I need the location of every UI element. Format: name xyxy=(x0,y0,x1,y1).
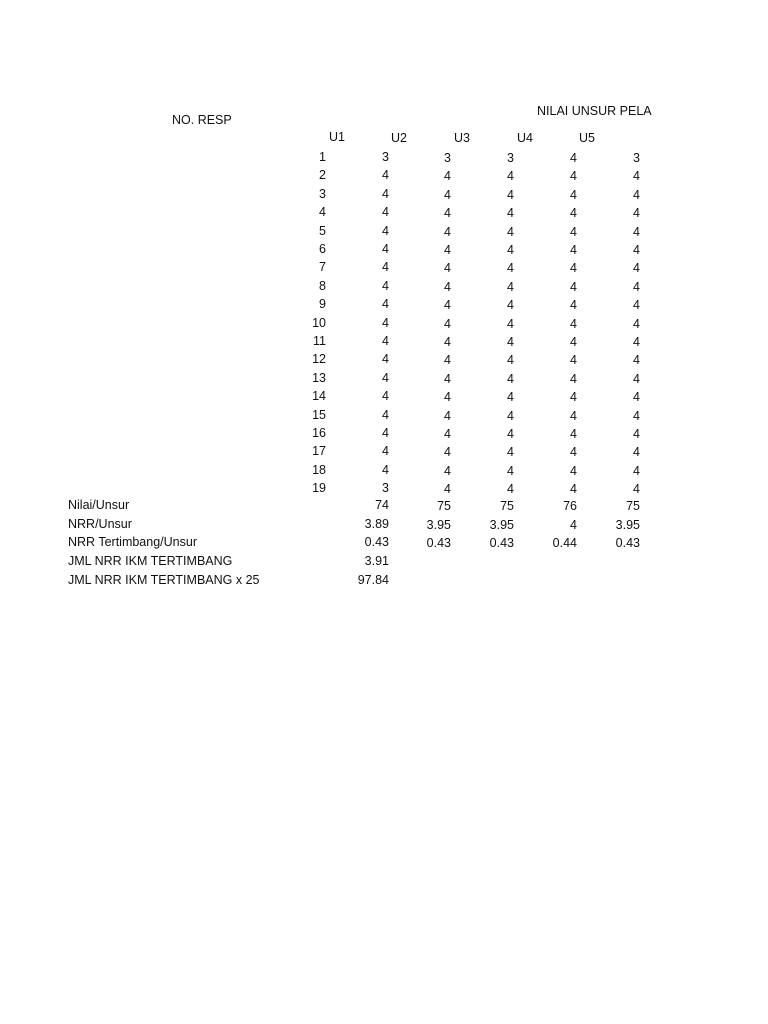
cell-u5: 4 xyxy=(633,225,640,239)
cell-u1: 4 xyxy=(382,187,389,201)
cell-u4: 4 xyxy=(570,409,577,423)
summary-nrr-tertimbang-u4: 0.44 xyxy=(552,536,577,550)
cell-u4: 4 xyxy=(570,445,577,459)
resp-number: 18 xyxy=(312,463,326,477)
cell-u4: 4 xyxy=(570,317,577,331)
cell-u1: 4 xyxy=(382,297,389,311)
cell-u2: 4 xyxy=(444,206,451,220)
summary-nrr-tertimbang-u1: 0.43 xyxy=(364,535,389,549)
cell-u2: 4 xyxy=(444,225,451,239)
summary-nrr-u1: 3.89 xyxy=(364,517,389,531)
table-row xyxy=(0,260,768,278)
resp-number: 4 xyxy=(319,205,326,219)
table-row xyxy=(0,371,768,389)
cell-u5: 4 xyxy=(633,169,640,183)
cell-u3: 4 xyxy=(507,372,514,386)
resp-number: 9 xyxy=(319,297,326,311)
cell-u1: 4 xyxy=(382,279,389,293)
cell-u4: 4 xyxy=(570,353,577,367)
cell-u5: 4 xyxy=(633,372,640,386)
cell-u2: 4 xyxy=(444,390,451,404)
cell-u5: 4 xyxy=(633,464,640,478)
table-row xyxy=(0,150,768,168)
cell-u2: 4 xyxy=(444,280,451,294)
cell-u5: 4 xyxy=(633,298,640,312)
table-row xyxy=(0,408,768,426)
cell-u1: 4 xyxy=(382,371,389,385)
cell-u1: 4 xyxy=(382,242,389,256)
table-row xyxy=(0,316,768,334)
cell-u4: 4 xyxy=(570,261,577,275)
resp-number: 19 xyxy=(312,481,326,495)
table-row xyxy=(0,352,768,370)
cell-u3: 4 xyxy=(507,169,514,183)
cell-u3: 4 xyxy=(507,188,514,202)
cell-u5: 4 xyxy=(633,353,640,367)
table-row xyxy=(0,224,768,242)
resp-number: 6 xyxy=(319,242,326,256)
summary-nrr-tertimbang-u3: 0.43 xyxy=(489,536,514,550)
cell-u5: 4 xyxy=(633,261,640,275)
column-header-u2: U2 xyxy=(391,131,407,145)
cell-u3: 4 xyxy=(507,482,514,496)
table-row xyxy=(0,481,768,499)
cell-u2: 4 xyxy=(444,372,451,386)
cell-u3: 4 xyxy=(507,335,514,349)
summary-label-jml-x25: JML NRR IKM TERTIMBANG x 25 xyxy=(68,573,260,587)
summary-nilai-u1: 74 xyxy=(375,498,389,512)
column-header-u5: U5 xyxy=(579,131,595,145)
cell-u1: 4 xyxy=(382,352,389,366)
summary-nrr-u4: 4 xyxy=(570,518,577,532)
summary-nilai-u4: 76 xyxy=(563,499,577,513)
cell-u2: 4 xyxy=(444,335,451,349)
cell-u4: 4 xyxy=(570,151,577,165)
cell-u5: 4 xyxy=(633,427,640,441)
cell-u1: 4 xyxy=(382,426,389,440)
cell-u3: 4 xyxy=(507,206,514,220)
cell-u3: 4 xyxy=(507,317,514,331)
cell-u5: 4 xyxy=(633,445,640,459)
resp-number: 5 xyxy=(319,224,326,238)
resp-number: 1 xyxy=(319,150,326,164)
table-row xyxy=(0,279,768,297)
cell-u3: 4 xyxy=(507,261,514,275)
cell-u1: 4 xyxy=(382,316,389,330)
table-row xyxy=(0,389,768,407)
resp-header: NO. RESP xyxy=(172,113,232,127)
cell-u2: 4 xyxy=(444,298,451,312)
resp-number: 3 xyxy=(319,187,326,201)
cell-u1: 4 xyxy=(382,463,389,477)
table-row xyxy=(0,297,768,315)
cell-u1: 4 xyxy=(382,389,389,403)
cell-u5: 4 xyxy=(633,280,640,294)
cell-u5: 4 xyxy=(633,206,640,220)
cell-u4: 4 xyxy=(570,390,577,404)
column-header-u3: U3 xyxy=(454,131,470,145)
summary-jml-x25-value: 97.84 xyxy=(357,573,389,587)
summary-nrr-tertimbang-u2: 0.43 xyxy=(426,536,451,550)
cell-u4: 4 xyxy=(570,225,577,239)
column-header-u4: U4 xyxy=(517,131,533,145)
cell-u2: 4 xyxy=(444,353,451,367)
cell-u1: 4 xyxy=(382,168,389,182)
cell-u4: 4 xyxy=(570,427,577,441)
cell-u3: 4 xyxy=(507,409,514,423)
cell-u3: 4 xyxy=(507,353,514,367)
cell-u3: 4 xyxy=(507,280,514,294)
cell-u4: 4 xyxy=(570,335,577,349)
cell-u2: 4 xyxy=(444,188,451,202)
cell-u3: 4 xyxy=(507,427,514,441)
cell-u3: 4 xyxy=(507,225,514,239)
resp-number: 11 xyxy=(313,334,326,348)
cell-u4: 4 xyxy=(570,298,577,312)
table-row xyxy=(0,168,768,186)
cell-u3: 4 xyxy=(507,298,514,312)
cell-u2: 4 xyxy=(444,261,451,275)
cell-u1: 4 xyxy=(382,224,389,238)
cell-u4: 4 xyxy=(570,243,577,257)
resp-number: 12 xyxy=(312,352,326,366)
cell-u5: 4 xyxy=(633,482,640,496)
cell-u5: 4 xyxy=(633,188,640,202)
summary-label-nrr: NRR/Unsur xyxy=(68,517,132,531)
resp-number: 17 xyxy=(312,444,326,458)
cell-u3: 4 xyxy=(507,243,514,257)
resp-number: 8 xyxy=(319,279,326,293)
resp-number: 7 xyxy=(319,260,326,274)
summary-label-nrr-tertimbang: NRR Tertimbang/Unsur xyxy=(68,535,197,549)
cell-u4: 4 xyxy=(570,169,577,183)
cell-u2: 3 xyxy=(444,151,451,165)
cell-u1: 3 xyxy=(382,481,389,495)
cell-u1: 3 xyxy=(382,150,389,164)
table-row xyxy=(0,187,768,205)
resp-number: 13 xyxy=(312,371,326,385)
cell-u4: 4 xyxy=(570,464,577,478)
cell-u1: 4 xyxy=(382,408,389,422)
cell-u2: 4 xyxy=(444,409,451,423)
cell-u1: 4 xyxy=(382,444,389,458)
table-row xyxy=(0,463,768,481)
cell-u4: 4 xyxy=(570,206,577,220)
cell-u5: 4 xyxy=(633,409,640,423)
cell-u5: 4 xyxy=(633,317,640,331)
table-row xyxy=(0,444,768,462)
cell-u2: 4 xyxy=(444,464,451,478)
cell-u1: 4 xyxy=(382,334,389,348)
cell-u3: 4 xyxy=(507,464,514,478)
cell-u2: 4 xyxy=(444,482,451,496)
column-header-u1: U1 xyxy=(329,130,345,144)
cell-u5: 4 xyxy=(633,335,640,349)
summary-nrr-u5: 3.95 xyxy=(615,518,640,532)
resp-number: 10 xyxy=(312,316,326,330)
summary-label-nilai: Nilai/Unsur xyxy=(68,498,130,512)
table-row xyxy=(0,426,768,444)
summary-label-jml: JML NRR IKM TERTIMBANG xyxy=(68,554,233,568)
summary-nrr-u3: 3.95 xyxy=(489,518,514,532)
summary-nilai-u5: 75 xyxy=(626,499,640,513)
cell-u2: 4 xyxy=(444,169,451,183)
summary-nrr-u2: 3.95 xyxy=(426,518,451,532)
cell-u3: 4 xyxy=(507,445,514,459)
cell-u5: 4 xyxy=(633,390,640,404)
summary-jml-value: 3.91 xyxy=(364,554,389,568)
cell-u1: 4 xyxy=(382,260,389,274)
cell-u5: 3 xyxy=(633,151,640,165)
cell-u2: 4 xyxy=(444,243,451,257)
sheet-title: NILAI UNSUR PELA xyxy=(537,104,652,118)
summary-nilai-u2: 75 xyxy=(437,499,451,513)
table-row xyxy=(0,205,768,223)
cell-u2: 4 xyxy=(444,317,451,331)
cell-u4: 4 xyxy=(570,280,577,294)
resp-number: 14 xyxy=(312,389,326,403)
table-row xyxy=(0,242,768,260)
resp-number: 16 xyxy=(312,426,326,440)
cell-u4: 4 xyxy=(570,188,577,202)
summary-nrr-tertimbang-u5: 0.43 xyxy=(615,536,640,550)
cell-u3: 4 xyxy=(507,390,514,404)
cell-u3: 3 xyxy=(507,151,514,165)
cell-u1: 4 xyxy=(382,205,389,219)
resp-number: 15 xyxy=(312,408,326,422)
table-row xyxy=(0,334,768,352)
cell-u2: 4 xyxy=(444,445,451,459)
cell-u4: 4 xyxy=(570,482,577,496)
cell-u4: 4 xyxy=(570,372,577,386)
cell-u2: 4 xyxy=(444,427,451,441)
cell-u5: 4 xyxy=(633,243,640,257)
resp-number: 2 xyxy=(319,168,326,182)
summary-nilai-u3: 75 xyxy=(500,499,514,513)
